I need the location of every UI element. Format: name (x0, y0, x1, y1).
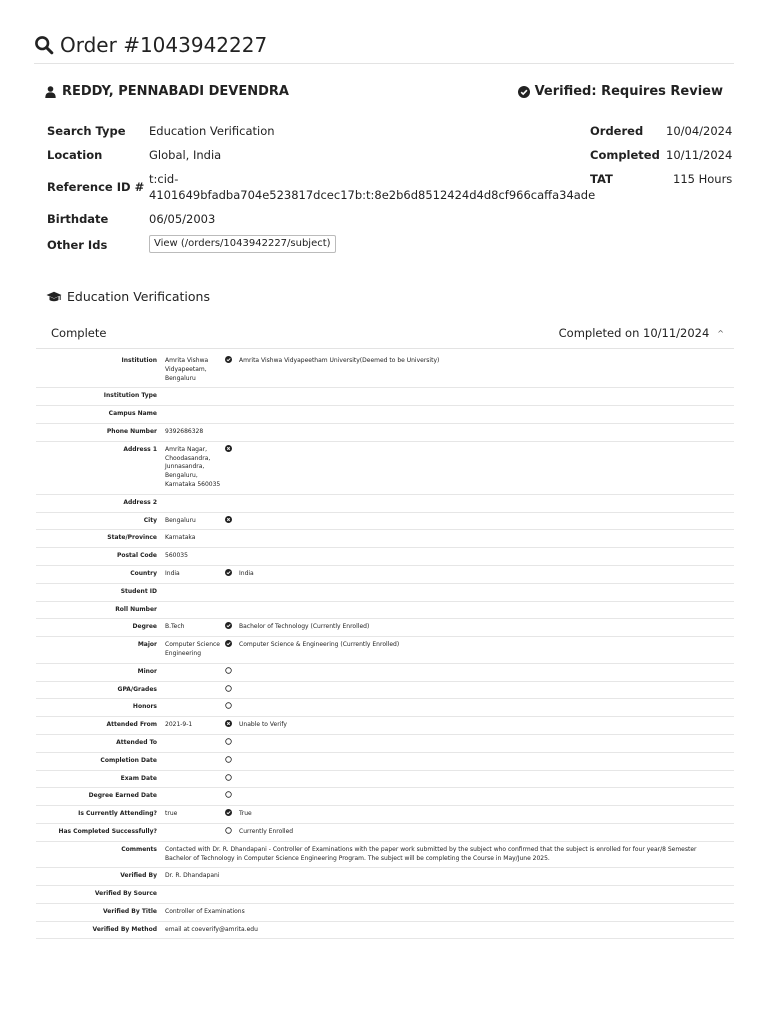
field-status (225, 734, 239, 752)
field-label: City (36, 512, 162, 530)
field-label: GPA/Grades (36, 681, 162, 699)
field-status (225, 681, 239, 699)
field-result (239, 423, 734, 441)
field-result (239, 681, 734, 699)
reference-label: Reference ID # (47, 180, 145, 194)
field-label: Major (36, 637, 162, 664)
chevron-up-icon[interactable]: ^ (717, 328, 724, 338)
table-row (36, 494, 734, 512)
table-row (36, 406, 734, 424)
field-result: Unable to Verify (239, 717, 734, 735)
field-status (225, 717, 239, 735)
field-label: Campus Name (36, 406, 162, 424)
field-value: India (162, 565, 225, 583)
field-label: Has Completed Successfully? (36, 823, 162, 841)
empty-circle-icon (225, 774, 232, 781)
table-row (36, 512, 734, 530)
table-row (36, 530, 734, 548)
empty-circle-icon (225, 827, 232, 834)
field-value: Computer Science Engineering (162, 637, 225, 664)
table-row (36, 868, 734, 886)
table-row (36, 441, 734, 494)
field-status (225, 823, 239, 841)
field-label: Completion Date (36, 752, 162, 770)
field-label: Minor (36, 663, 162, 681)
field-result (239, 494, 734, 512)
search-type-value: Education Verification (149, 124, 275, 138)
field-value: email at coeverify@amrita.edu (162, 921, 734, 939)
table-row (36, 841, 734, 868)
field-status (225, 353, 239, 388)
field-status (225, 752, 239, 770)
field-value (162, 388, 225, 406)
table-row (36, 699, 734, 717)
field-result (239, 548, 734, 566)
status-badge (518, 84, 723, 99)
user-icon (45, 86, 56, 98)
field-status (225, 565, 239, 583)
field-result (239, 583, 734, 601)
x-circle-icon (225, 720, 232, 727)
verification-accordion-header[interactable] (36, 318, 734, 349)
table-row (36, 823, 734, 841)
field-result (239, 752, 734, 770)
check-circle-icon (225, 640, 232, 647)
field-value (162, 681, 225, 699)
empty-circle-icon (225, 791, 232, 798)
field-label: Verified By Source (36, 886, 162, 904)
graduation-cap-icon (46, 291, 62, 303)
field-label: Comments (36, 841, 162, 868)
completed-on-text: Completed on 10/11/2024 (558, 326, 710, 340)
reference-value-line2: 4101649bfadba704e523817dcec17b:t:8e2b6d8512424d4d8cf966caffa34ade (149, 188, 596, 202)
table-row (36, 637, 734, 664)
field-result: Currently Enrolled (239, 823, 734, 841)
field-result: True (239, 806, 734, 824)
field-value: Contacted with Dr. R. Dhandapani - Controller of Examinations with the paper work submitted by the subject who confirmed that the subject is enrolled for four year/8 Semester Bachelor of Technology in Computer Science Engineering Program. The subject will be completing the Course in May/June 2025. (162, 841, 734, 868)
empty-circle-icon (225, 685, 232, 692)
field-label: Is Currently Attending? (36, 806, 162, 824)
table-row (36, 717, 734, 735)
table-row (36, 752, 734, 770)
location-value: Global, India (149, 148, 222, 162)
field-status (225, 601, 239, 619)
field-status (225, 699, 239, 717)
field-status (225, 548, 239, 566)
field-value (162, 734, 225, 752)
field-label: Verified By Title (36, 903, 162, 921)
verification-state: Complete (51, 326, 107, 340)
field-value: Amrita Vishwa Vidyapeetam, Bengaluru (162, 353, 225, 388)
field-status (225, 423, 239, 441)
check-circle-icon (225, 809, 232, 816)
table-row (36, 903, 734, 921)
table-row (36, 806, 734, 824)
field-status (225, 770, 239, 788)
field-label: Verified By Method (36, 921, 162, 939)
table-row (36, 619, 734, 637)
field-result (239, 788, 734, 806)
field-status (225, 788, 239, 806)
field-label: Country (36, 565, 162, 583)
field-value: 9392686328 (162, 423, 225, 441)
field-result (239, 406, 734, 424)
field-value: 2021-9-1 (162, 717, 225, 735)
page-title: Order #1043942227 (60, 33, 268, 57)
field-status (225, 663, 239, 681)
field-status (225, 583, 239, 601)
verification-details-table (36, 353, 734, 939)
field-value: Dr. R. Dhandapani (162, 868, 734, 886)
field-value (162, 752, 225, 770)
field-status (225, 406, 239, 424)
field-status (225, 637, 239, 664)
field-status (225, 441, 239, 494)
education-section-title: Education Verifications (67, 289, 210, 304)
table-row (36, 681, 734, 699)
field-label: Attended To (36, 734, 162, 752)
table-row (36, 583, 734, 601)
table-row (36, 565, 734, 583)
field-result (239, 663, 734, 681)
field-result (239, 770, 734, 788)
table-row (36, 663, 734, 681)
field-value (162, 494, 225, 512)
search-type-label: Search Type (47, 124, 126, 138)
field-value: B.Tech (162, 619, 225, 637)
birthdate-label: Birthdate (47, 212, 109, 226)
table-row (36, 548, 734, 566)
field-label: Phone Number (36, 423, 162, 441)
field-label: Verified By (36, 868, 162, 886)
subject-name-text: REDDY, PENNABADI DEVENDRA (62, 84, 289, 99)
field-result (239, 530, 734, 548)
search-icon (34, 35, 54, 55)
field-value (162, 823, 225, 841)
field-value: Bengaluru (162, 512, 225, 530)
field-status (225, 388, 239, 406)
ordered-value: 10/04/2024 (666, 124, 733, 138)
field-value: true (162, 806, 225, 824)
field-result (239, 441, 734, 494)
field-status (225, 494, 239, 512)
check-circle-icon (225, 356, 232, 363)
subject-name (45, 84, 289, 99)
table-row (36, 886, 734, 904)
field-result (239, 388, 734, 406)
x-circle-icon (225, 445, 232, 452)
field-result: Amrita Vishwa Vidyapeetham University(Deemed to be University) (239, 353, 734, 388)
table-row (36, 388, 734, 406)
field-value (162, 583, 225, 601)
field-label: Address 2 (36, 494, 162, 512)
field-label: Institution (36, 353, 162, 388)
field-result (239, 601, 734, 619)
field-label: Student ID (36, 583, 162, 601)
tat-label: TAT (590, 172, 613, 186)
field-label: Institution Type (36, 388, 162, 406)
table-row (36, 353, 734, 388)
verification-completed (559, 326, 724, 340)
field-value: Karnataka (162, 530, 225, 548)
table-row (36, 788, 734, 806)
field-result (239, 699, 734, 717)
tat-value: 115 Hours (673, 172, 733, 186)
location-label: Location (47, 148, 103, 162)
check-circle-icon (225, 569, 232, 576)
field-label: Address 1 (36, 441, 162, 494)
birthdate-value: 06/05/2003 (149, 212, 216, 226)
field-value (162, 663, 225, 681)
field-label: Honors (36, 699, 162, 717)
completed-label: Completed (590, 148, 660, 162)
other-ids-label: Other Ids (47, 238, 108, 252)
ordered-label: Ordered (590, 124, 644, 138)
field-status (225, 806, 239, 824)
field-status (225, 619, 239, 637)
empty-circle-icon (225, 738, 232, 745)
reference-value-line1: t:cid- (149, 172, 179, 186)
field-value (162, 406, 225, 424)
table-row (36, 770, 734, 788)
status-text: Verified: Requires Review (534, 84, 723, 99)
field-value: Controller of Examinations (162, 903, 734, 921)
field-value: Amrita Nagar, Choodasandra, Junnasandra, Bengaluru, Karnataka 560035 (162, 441, 225, 494)
field-value (162, 601, 225, 619)
order-header (34, 30, 267, 60)
empty-circle-icon (225, 667, 232, 674)
field-label: Degree Earned Date (36, 788, 162, 806)
table-row (36, 734, 734, 752)
field-label: Roll Number (36, 601, 162, 619)
field-result (239, 512, 734, 530)
completed-value: 10/11/2024 (666, 148, 733, 162)
field-result: Bachelor of Technology (Currently Enrolled) (239, 619, 734, 637)
field-status (225, 512, 239, 530)
x-circle-icon (225, 516, 232, 523)
view-subject-button[interactable]: View (/orders/1043942227/subject) (149, 235, 336, 253)
field-value (162, 770, 225, 788)
field-value (162, 886, 734, 904)
field-result: Computer Science & Engineering (Currently Enrolled) (239, 637, 734, 664)
field-label: Attended From (36, 717, 162, 735)
field-value (162, 788, 225, 806)
empty-circle-icon (225, 702, 232, 709)
field-label: State/Province (36, 530, 162, 548)
field-label: Postal Code (36, 548, 162, 566)
check-circle-icon (225, 622, 232, 629)
table-row (36, 921, 734, 939)
table-row (36, 601, 734, 619)
field-result (239, 734, 734, 752)
table-row (36, 423, 734, 441)
education-section-header (46, 289, 210, 304)
header-divider (34, 63, 734, 64)
check-circle-icon (518, 86, 530, 98)
field-result: India (239, 565, 734, 583)
field-label: Exam Date (36, 770, 162, 788)
field-status (225, 530, 239, 548)
field-value: 560035 (162, 548, 225, 566)
field-label: Degree (36, 619, 162, 637)
empty-circle-icon (225, 756, 232, 763)
field-value (162, 699, 225, 717)
